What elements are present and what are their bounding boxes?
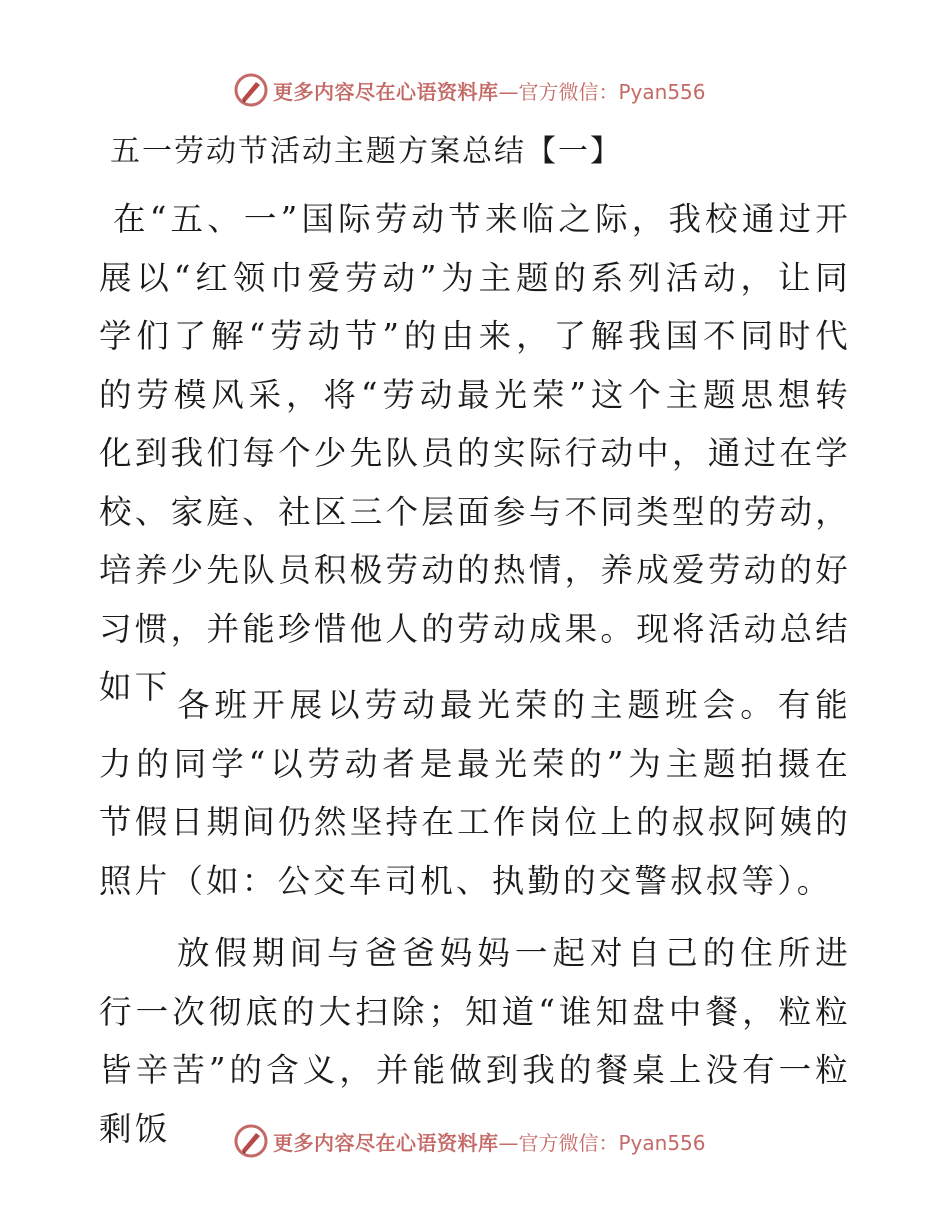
pen-logo-icon — [233, 1123, 269, 1159]
watermark-brand-text: 更多内容尽在心语资料库 — [273, 1130, 499, 1155]
paragraph-cleanup: 放假期间与爸爸妈妈一起对自己的住所进行一次彻底的大扫除；知道“谁知盘中餐，粒粒皆辛苦”的含义，并能做到我的餐桌上没有一粒剩饭 — [99, 934, 851, 1148]
watermark-wechat-text: —官方微信：Pyan556 — [498, 79, 706, 104]
watermark-wechat-text: —官方微信：Pyan556 — [498, 1130, 706, 1155]
pen-logo-icon — [233, 72, 269, 108]
document-title: 五一劳动节活动主题方案总结【一】 — [110, 134, 622, 169]
paragraph-intro: 在“五、一”国际劳动节来临之际，我校通过开展以“红领巾爱劳动”为主题的系列活动，让同学们了解“劳动节”的由来，了解我国不同时代的劳模风采，将“劳动最光荣”这个主题思想转化到我们每个少先队员的实际行动中，通过在学校、家庭、社区三个层面参与不同类型的劳动，培养少先队员积极劳动的热情，养成爱劳动的好习惯，并能珍惜他人的劳动成果。现将活动总结如下 — [99, 200, 851, 706]
watermark-header — [233, 70, 706, 110]
paragraph-class-meeting: 各班开展以劳动最光荣的主题班会。有能力的同学“以劳动者是最光荣的”为主题拍摄在节假日期间仍然坚持在工作岗位上的叔叔阿姨的照片（如：公交车司机、执勤的交警叔叔等）。 — [99, 686, 851, 900]
watermark-brand-text: 更多内容尽在心语资料库 — [273, 79, 499, 104]
watermark-footer — [233, 1121, 706, 1161]
